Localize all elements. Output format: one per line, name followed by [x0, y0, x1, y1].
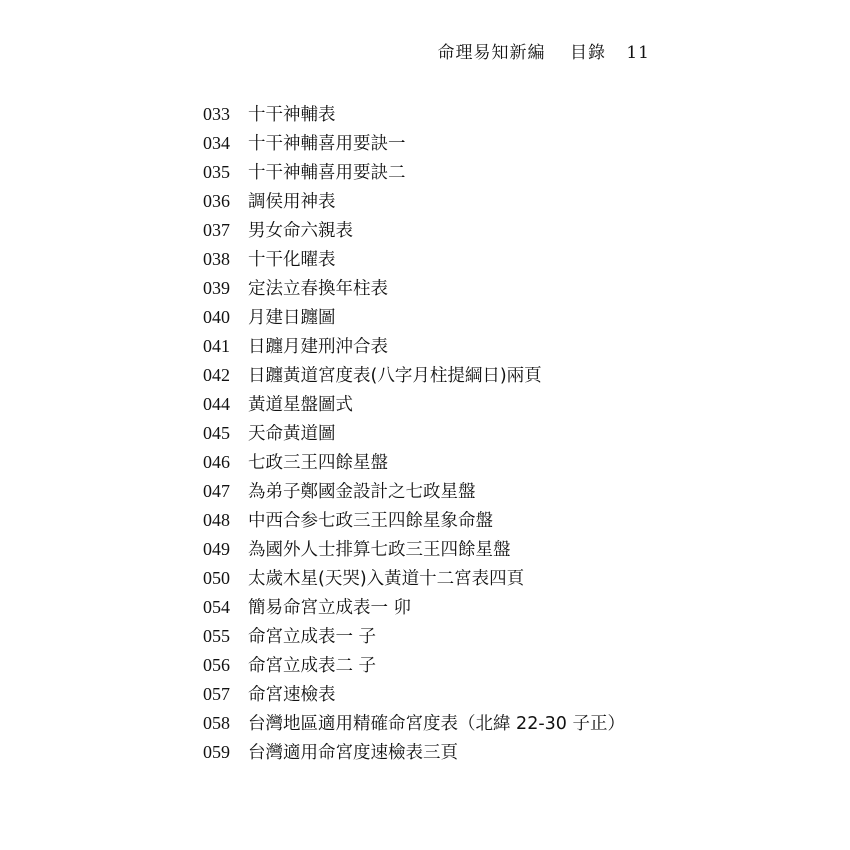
table-of-contents — [203, 100, 625, 767]
toc-entry — [203, 564, 625, 593]
toc-entry-title: 十干化曜表 — [248, 250, 336, 270]
toc-entry-number: 047 — [203, 481, 230, 501]
toc-entry — [203, 448, 625, 477]
toc-entry-number: 041 — [203, 336, 230, 356]
toc-entry — [203, 216, 625, 245]
toc-entry-title: 天命黃道圖 — [248, 424, 336, 444]
toc-entry — [203, 622, 625, 651]
toc-entry-title: 調侯用神表 — [248, 192, 336, 212]
toc-entry-title: 日躔月建刑沖合表 — [248, 337, 388, 357]
toc-entry-title: 命宮立成表二 子 — [248, 656, 377, 676]
toc-entry — [203, 158, 625, 187]
toc-entry — [203, 187, 625, 216]
toc-entry-title: 中西合参七政三王四餘星象命盤 — [248, 511, 493, 531]
toc-entry-number: 059 — [203, 742, 230, 762]
toc-entry — [203, 245, 625, 274]
toc-entry — [203, 651, 625, 680]
toc-entry — [203, 738, 625, 767]
toc-entry-number: 040 — [203, 307, 230, 327]
toc-entry-number: 046 — [203, 452, 230, 472]
toc-entry-title: 定法立春換年柱表 — [248, 279, 388, 299]
toc-entry-title: 太歲木星(天哭)入黃道十二宮表四頁 — [248, 569, 525, 589]
toc-entry-number: 037 — [203, 220, 230, 240]
toc-entry-title: 命宮立成表一 子 — [248, 627, 377, 647]
toc-entry — [203, 361, 625, 390]
section-title: 目錄 — [569, 43, 606, 63]
toc-entry-number: 034 — [203, 133, 230, 153]
toc-entry-number: 057 — [203, 684, 230, 704]
toc-entry-title: 為國外人士排算七政三王四餘星盤 — [248, 540, 511, 560]
toc-entry-number: 035 — [203, 162, 230, 182]
toc-entry-number: 039 — [203, 278, 230, 298]
toc-entry — [203, 274, 625, 303]
toc-entry-title: 日躔黃道宮度表(八字月柱提綱日)兩頁 — [248, 366, 542, 386]
toc-entry-number: 049 — [203, 539, 230, 559]
toc-entry — [203, 535, 625, 564]
toc-entry-number: 055 — [203, 626, 230, 646]
toc-entry-number: 054 — [203, 597, 230, 617]
toc-entry-title: 十干神輔表 — [248, 105, 336, 125]
toc-entry — [203, 709, 625, 738]
toc-entry — [203, 593, 625, 622]
toc-entry-number: 058 — [203, 713, 230, 733]
toc-entry-title: 男女命六親表 — [248, 221, 353, 241]
toc-entry-number: 048 — [203, 510, 230, 530]
toc-entry — [203, 303, 625, 332]
toc-entry — [203, 129, 625, 158]
page-number: 11 — [626, 43, 650, 63]
toc-entry — [203, 680, 625, 709]
toc-entry — [203, 332, 625, 361]
toc-entry-title: 七政三王四餘星盤 — [248, 453, 388, 473]
toc-entry-title: 月建日躔圖 — [248, 308, 336, 328]
toc-entry-title: 命宮速檢表 — [248, 685, 336, 705]
toc-entry — [203, 506, 625, 535]
toc-entry-number: 038 — [203, 249, 230, 269]
toc-entry-number: 036 — [203, 191, 230, 211]
toc-entry-number: 056 — [203, 655, 230, 675]
toc-entry-title: 台灣適用命宮度速檢表三頁 — [248, 743, 458, 763]
toc-entry — [203, 419, 625, 448]
toc-entry-number: 044 — [203, 394, 230, 414]
toc-entry-number: 050 — [203, 568, 230, 588]
toc-entry-title: 十干神輔喜用要訣一 — [248, 134, 406, 154]
toc-entry-title: 黃道星盤圖式 — [248, 395, 353, 415]
book-title: 命理易知新編 — [437, 43, 546, 63]
toc-entry-title: 簡易命宮立成表一 卯 — [248, 598, 412, 618]
running-header — [438, 38, 650, 63]
toc-entry-title: 十干神輔喜用要訣二 — [248, 163, 406, 183]
toc-entry-title: 為弟子鄭國金設計之七政星盤 — [248, 482, 476, 502]
toc-entry-number: 042 — [203, 365, 230, 385]
toc-entry-number: 033 — [203, 104, 230, 124]
toc-entry — [203, 100, 625, 129]
toc-entry-title: 台灣地區適用精確命宮度表（北緯 22-30 子正） — [248, 714, 625, 734]
toc-entry — [203, 477, 625, 506]
toc-entry-number: 045 — [203, 423, 230, 443]
toc-entry — [203, 390, 625, 419]
